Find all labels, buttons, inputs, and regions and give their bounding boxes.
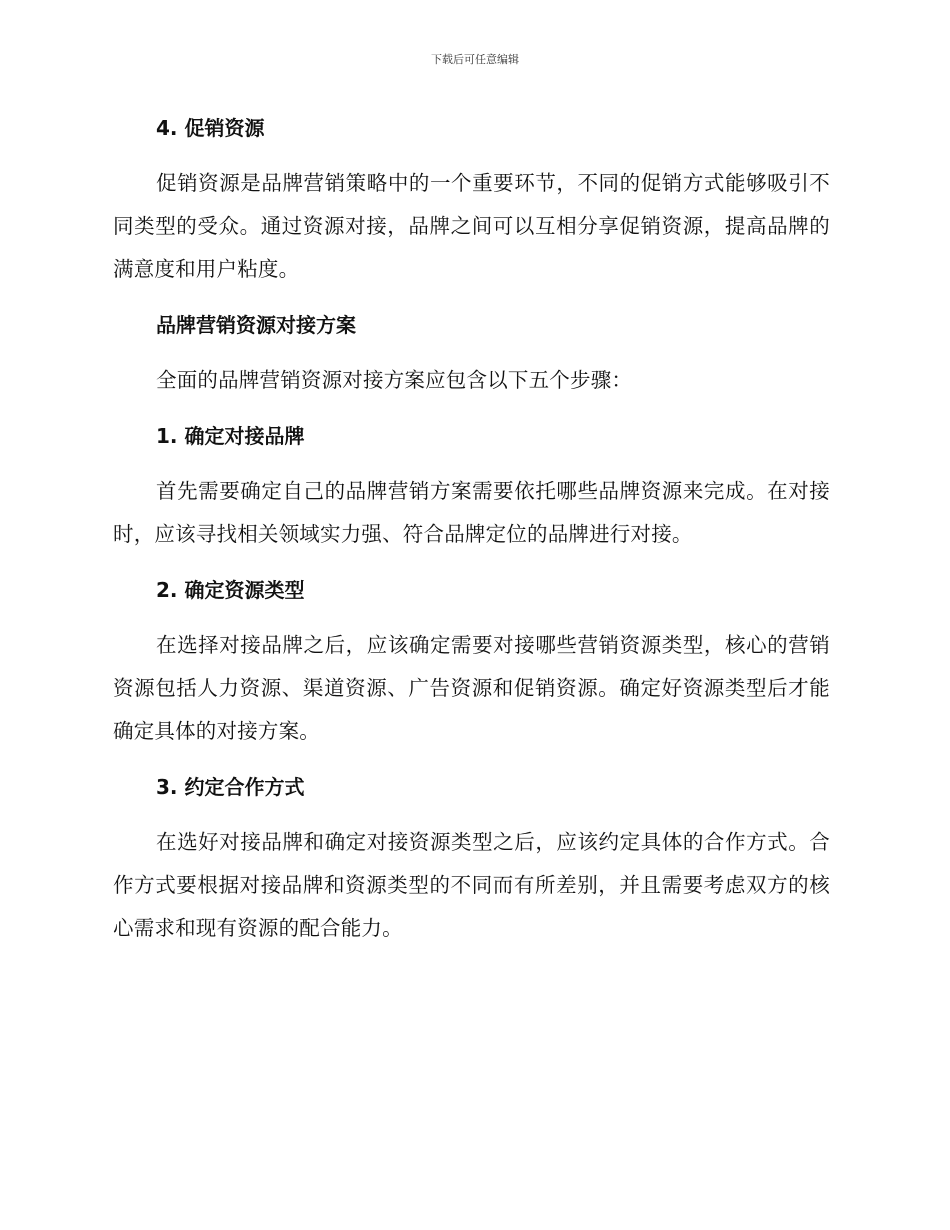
paragraph-step1: 首先需要确定自己的品牌营销方案需要依托哪些品牌资源来完成。在对接时，应该寻找相关领域实力强、符合品牌定位的品牌进行对接。 — [113, 479, 830, 546]
header-note: 下载后可任意编辑 — [431, 53, 519, 66]
paragraph-step2: 在选择对接品牌之后，应该确定需要对接哪些营销资源类型，核心的营销资源包括人力资源、渠道资源、广告资源和促销资源。确定好资源类型后才能确定具体的对接方案。 — [113, 633, 830, 743]
paragraph-plan: 全面的品牌营销资源对接方案应包含以下五个步骤： — [156, 368, 633, 392]
paragraph-promo: 促销资源是品牌营销策略中的一个重要环节，不同的促销方式能够吸引不同类型的受众。通过资源对接，品牌之间可以互相分享促销资源，提高品牌的满意度和用户粘度。 — [113, 171, 830, 281]
section-heading-promo: 4. 促销资源 — [156, 116, 265, 140]
section-heading-step3: 3. 约定合作方式 — [156, 775, 305, 799]
section-heading-step2: 2. 确定资源类型 — [156, 578, 305, 602]
section-heading-step1: 1. 确定对接品牌 — [156, 424, 305, 448]
document-body — [113, 110, 830, 950]
section-heading-plan: 品牌营销资源对接方案 — [156, 313, 356, 337]
paragraph-step3: 在选好对接品牌和确定对接资源类型之后，应该约定具体的合作方式。合作方式要根据对接品牌和资源类型的不同而有所差别，并且需要考虑双方的核心需求和现有资源的配合能力。 — [113, 830, 830, 940]
